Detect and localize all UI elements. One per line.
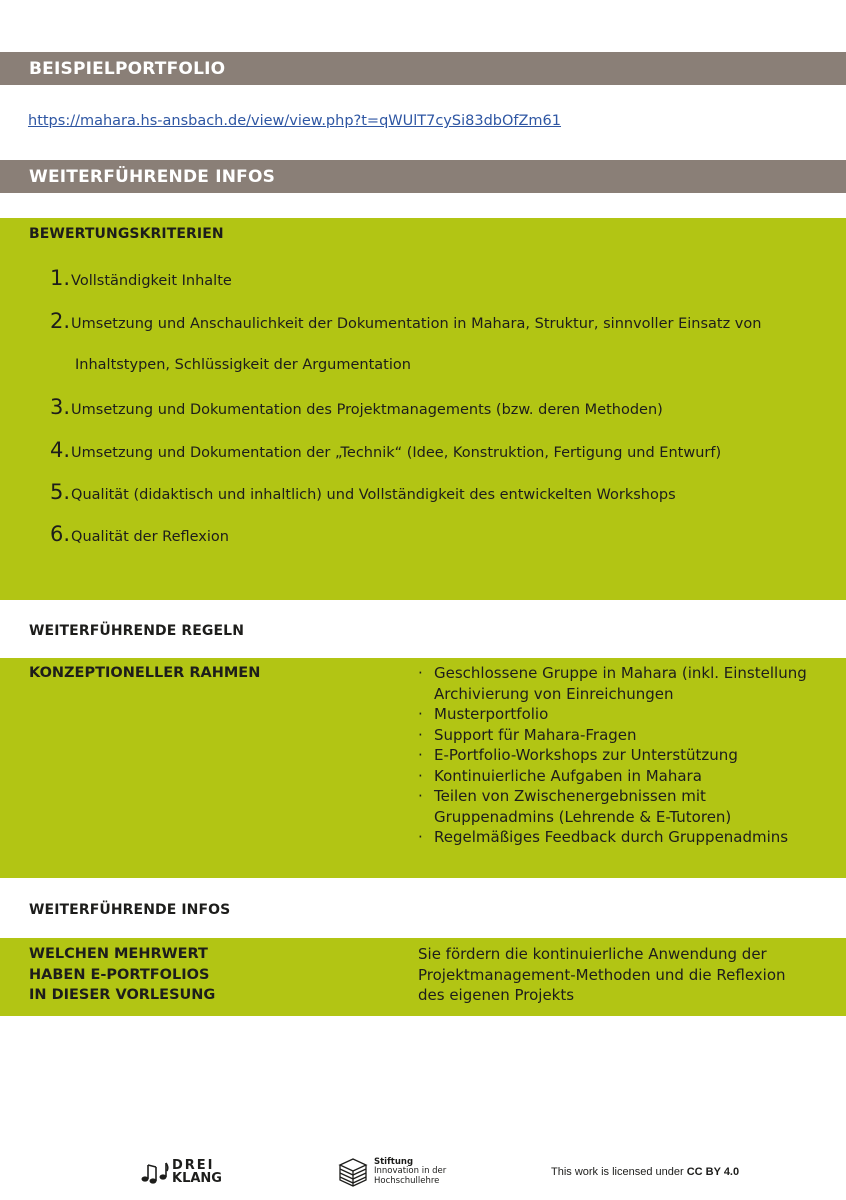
dreiklang-bottom: KLANG — [172, 1171, 222, 1186]
license-prefix: This work is licensed under — [551, 1166, 687, 1178]
mehrwert-question — [29, 944, 215, 1006]
criterion-2 — [50, 309, 761, 333]
list-item: · Support für Mahara-Fragen — [418, 725, 828, 746]
license-link[interactable]: CC BY 4.0 — [686, 1166, 740, 1178]
license-note — [551, 1152, 751, 1192]
weiterfuehrende-infos-header — [0, 160, 846, 193]
list-item: · Musterportfolio — [418, 704, 828, 725]
weiterfuehrende-regeln-title: WEITERFÜHRENDE REGELN — [29, 623, 245, 639]
criterion-text: Qualität (didaktisch und inhaltlich) und Vollständigkeit des entwickelten Workshops — [71, 487, 676, 503]
criterion-1 — [50, 266, 232, 290]
beispielportfolio-title: BEISPIELPORTFOLIO — [29, 58, 226, 79]
dreiklang-logo — [140, 1152, 230, 1192]
list-item: · Teilen von Zwischenergebnissen mit Gruppenadmins (Lehrende & E-Tutoren) — [418, 786, 828, 827]
criterion-4 — [50, 438, 721, 462]
stiftung-line: Hochschullehre — [374, 1175, 440, 1186]
criterion-text: Umsetzung und Anschaulichkeit der Dokumentation in Mahara, Struktur, sinnvoller Einsatz von — [71, 316, 762, 332]
portfolio-link[interactable]: https://mahara.hs-ansbach.de/view/view.php?t=qWUlT7cySi83dbOfZm61 — [28, 113, 562, 129]
dreiklang-top: DREI — [172, 1158, 215, 1173]
criterion-2-continuation: Inhaltstypen, Schlüssigkeit der Argumentation — [75, 357, 411, 373]
criterion-text: Qualität der Reflexion — [71, 529, 229, 545]
stiftung-logo — [338, 1152, 468, 1192]
weiterfuehrende-infos-title: WEITERFÜHRENDE INFOS — [29, 166, 276, 187]
criterion-number: 4. — [50, 438, 71, 462]
list-item: · E-Portfolio-Workshops zur Unterstützung — [418, 745, 828, 766]
answer-line: des eigenen Projekts — [418, 986, 575, 1004]
answer-line: Projektmanagement-Methoden und die Reflexion — [418, 965, 786, 984]
criterion-6 — [50, 522, 229, 546]
criterion-5 — [50, 480, 676, 504]
criterion-number: 5. — [50, 480, 71, 504]
konzeptioneller-rahmen-label: KONZEPTIONELLER RAHMEN — [29, 665, 261, 681]
stacked-book-icon — [338, 1156, 368, 1188]
criterion-number: 2. — [50, 309, 71, 333]
mehrwert-line: IN DIESER VORLESUNG — [29, 987, 216, 1003]
list-item: · Regelmäßiges Feedback durch Gruppenadmins — [418, 827, 828, 848]
mehrwert-line: WELCHEN MEHRWERT — [29, 946, 208, 962]
dreiklang-wordmark — [172, 1159, 222, 1185]
criterion-number: 6. — [50, 522, 71, 546]
criterion-text: Vollständigkeit Inhalte — [71, 273, 232, 289]
list-item: · Geschlossene Gruppe in Mahara (inkl. Einstellung Archivierung von Einreichungen — [418, 663, 828, 704]
criterion-number: 1. — [50, 266, 71, 290]
stiftung-line: Innovation in der — [374, 1166, 447, 1177]
weiterfuehrende-infos-title-2: WEITERFÜHRENDE INFOS — [29, 902, 231, 918]
criterion-3 — [50, 395, 663, 419]
beispielportfolio-header — [0, 52, 846, 85]
list-item: · Kontinuierliche Aufgaben in Mahara — [418, 766, 828, 787]
music-notes-icon — [140, 1159, 170, 1185]
stiftung-line: Stiftung — [374, 1156, 414, 1167]
answer-line: Sie fördern die kontinuierliche Anwendung der — [418, 945, 767, 963]
stiftung-text — [374, 1158, 446, 1187]
criterion-text: Umsetzung und Dokumentation des Projektmanagements (bzw. deren Methoden) — [71, 402, 663, 418]
criterion-text: Umsetzung und Dokumentation der „Technik“ (Idee, Konstruktion, Fertigung und Entwurf) — [71, 445, 722, 461]
regeln-bullet-list — [418, 663, 828, 848]
bewertungskriterien-title: BEWERTUNGSKRITERIEN — [29, 226, 224, 242]
mehrwert-answer — [418, 944, 786, 1006]
mehrwert-line: HABEN E-PORTFOLIOS — [29, 966, 210, 983]
criterion-number: 3. — [50, 395, 71, 419]
